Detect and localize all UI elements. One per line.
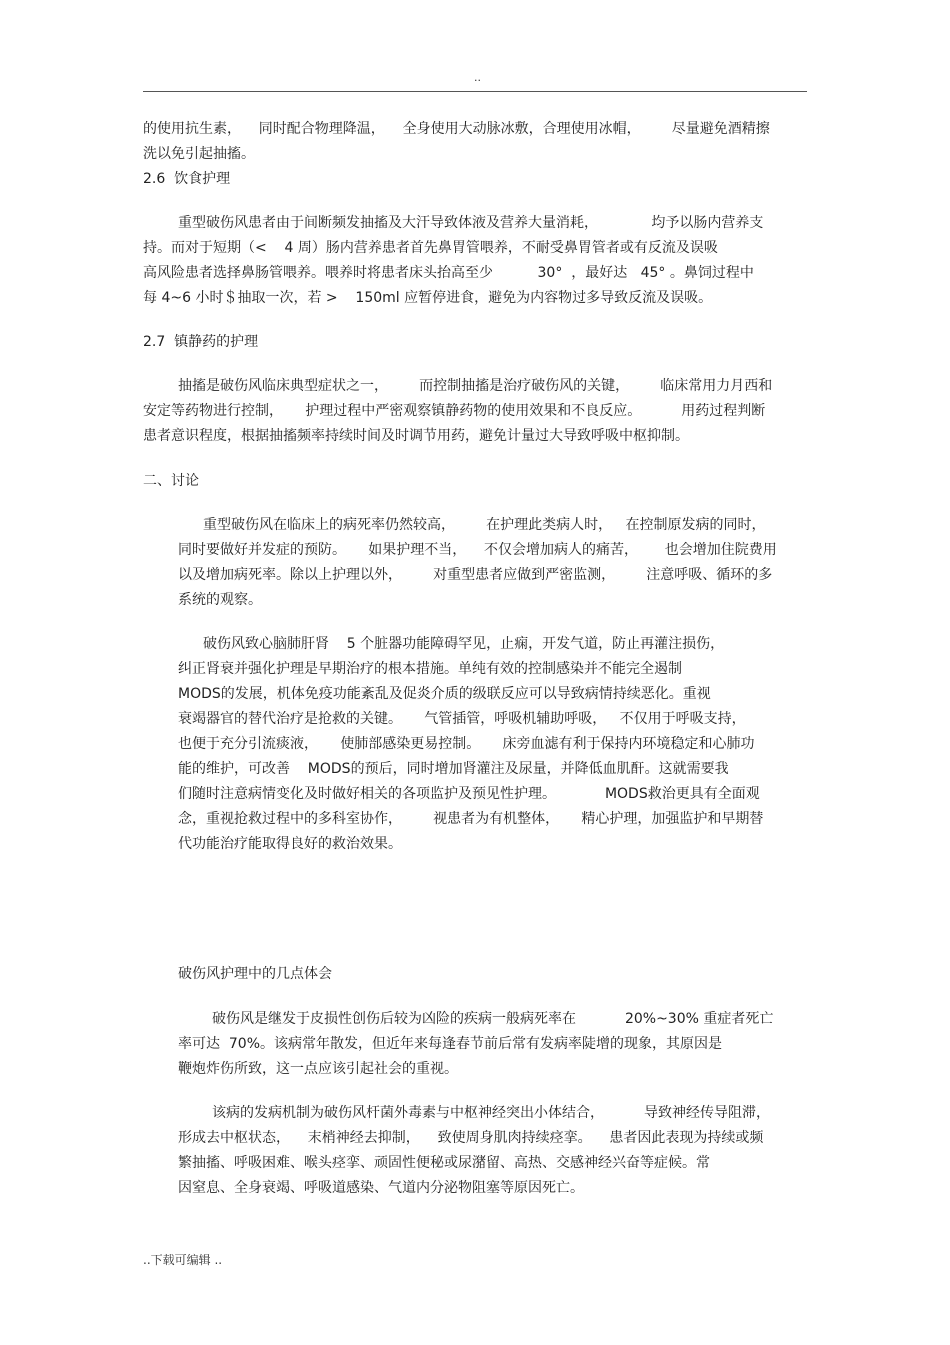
text-line: 破伤风是继发于皮损性创伤后较为凶险的疾病一般病死率在 20%~30% 重症者死亡 [212, 1011, 774, 1027]
footer-text: ..下载可编辑 .. [143, 1253, 223, 1267]
text-line: 该病的发病机制为破伤风杆菌外毒素与中枢神经突出小体结合， 导致神经传导阻滞， [212, 1105, 771, 1121]
text-line: 同时要做好并发症的预防。 如果护理不当， 不仅会增加病人的痛苦， 也会增加住院费用 [178, 542, 777, 558]
text-line: 2.6 饮食护理 [143, 171, 231, 187]
header-dots: .. [474, 71, 481, 84]
text-line: 形成去中枢状态， 末梢神经去抑制， 致使周身肌肉持续痉挛。 患者因此表现为持续或频 [178, 1130, 764, 1146]
text-line: 的使用抗生素， 同时配合物理降温， 全身使用大动脉冰敷，合理使用冰帽， 尽量避免酒精擦 [143, 121, 770, 137]
text-line: 重型破伤风在临床上的病死率仍然较高， 在护理此类病人时， 在控制原发病的同时， [203, 517, 766, 533]
text-line: 洗以免引起抽搐。 [143, 146, 255, 162]
text-line: 也便于充分引流痰液， 使肺部感染更易控制。 床旁血滤有利于保持内环境稳定和心肺功 [178, 736, 755, 752]
text-line: 破伤风护理中的几点体会 [178, 966, 332, 982]
text-line: 每 4~6 小时＄抽取一次，若 > 150ml 应暂停进食，避免为内容物过多导致反流及误吸。 [143, 290, 713, 306]
text-line: 持。而对于短期（< 4 周）肠内营养患者首先鼻胃管喂养，不耐受鼻胃管者或有反流及误吸 [143, 240, 718, 256]
text-line: 能的维护，可改善 MODS的预后，同时增加肾灌注及尿量，并降低血肌酐。这就需要我 [178, 761, 729, 777]
text-line: 率可达 70%。该病常年散发，但近年来每逢春节前后常有发病率陡增的现象，其原因是 [178, 1036, 723, 1052]
text-line: 繁抽搐、呼吸困难、喉头痉挛、顽固性便秘或尿潴留、高热、交感神经兴奋等症候。常 [178, 1155, 710, 1171]
text-line: 以及增加病死率。除以上护理以外， 对重型患者应做到严密监测， 注意呼吸、循环的多 [178, 567, 773, 583]
text-line: 高风险患者选择鼻肠管喂养。喂养时将患者床头抬高至少 30° ，最好达 45° 。鼻饲过程中 [143, 265, 754, 281]
text-line: 2.7 镇静药的护理 [143, 334, 259, 350]
text-line: 们随时注意病情变化及时做好相关的各项监护及预见性护理。 MODS救治更具有全面观 [178, 786, 760, 802]
text-line: 重型破伤风患者由于间断频发抽搐及大汗导致体液及营养大量消耗， 均予以肠内营养支 [178, 215, 764, 231]
header-rule [143, 91, 807, 92]
text-line: MODS的发展，机体免疫功能紊乱及促炎介质的级联反应可以导致病情持续恶化。重视 [178, 686, 711, 702]
text-line: 鞭炮炸伤所致，这一点应该引起社会的重视。 [178, 1061, 458, 1077]
text-line: 抽搐是破伤风临床典型症状之一， 而控制抽搐是治疗破伤风的关键， 临床常用力月西和 [178, 378, 773, 394]
text-line: 纠正肾衰并强化护理是早期治疗的根本措施。单纯有效的控制感染并不能完全遏制 [178, 661, 682, 677]
text-line: 二、讨论 [143, 473, 199, 489]
text-line: 衰竭器官的替代治疗是抢救的关键。 气管插管，呼吸机辅助呼吸， 不仅用于呼吸支持， [178, 711, 746, 727]
text-line: 系统的观察。 [178, 592, 262, 608]
text-line: 破伤风致心脑肺肝肾 5 个脏器功能障碍罕见，止痫，开发气道，防止再灌注损伤， [203, 636, 725, 652]
text-line: 安定等药物进行控制， 护理过程中严密观察镇静药物的使用效果和不良反应。 用药过程判断 [143, 403, 766, 419]
text-line: 念，重视抢救过程中的多科室协作， 视患者为有机整体， 精心护理，加强监护和早期替 [178, 811, 764, 827]
text-line: 代功能治疗能取得良好的救治效果。 [178, 836, 402, 852]
text-line: 因窒息、全身衰竭、呼吸道感染、气道内分泌物阻塞等原因死亡。 [178, 1180, 584, 1196]
text-line: 患者意识程度，根据抽搐频率持续时间及时调节用药，避免计量过大导致呼吸中枢抑制。 [143, 428, 689, 444]
